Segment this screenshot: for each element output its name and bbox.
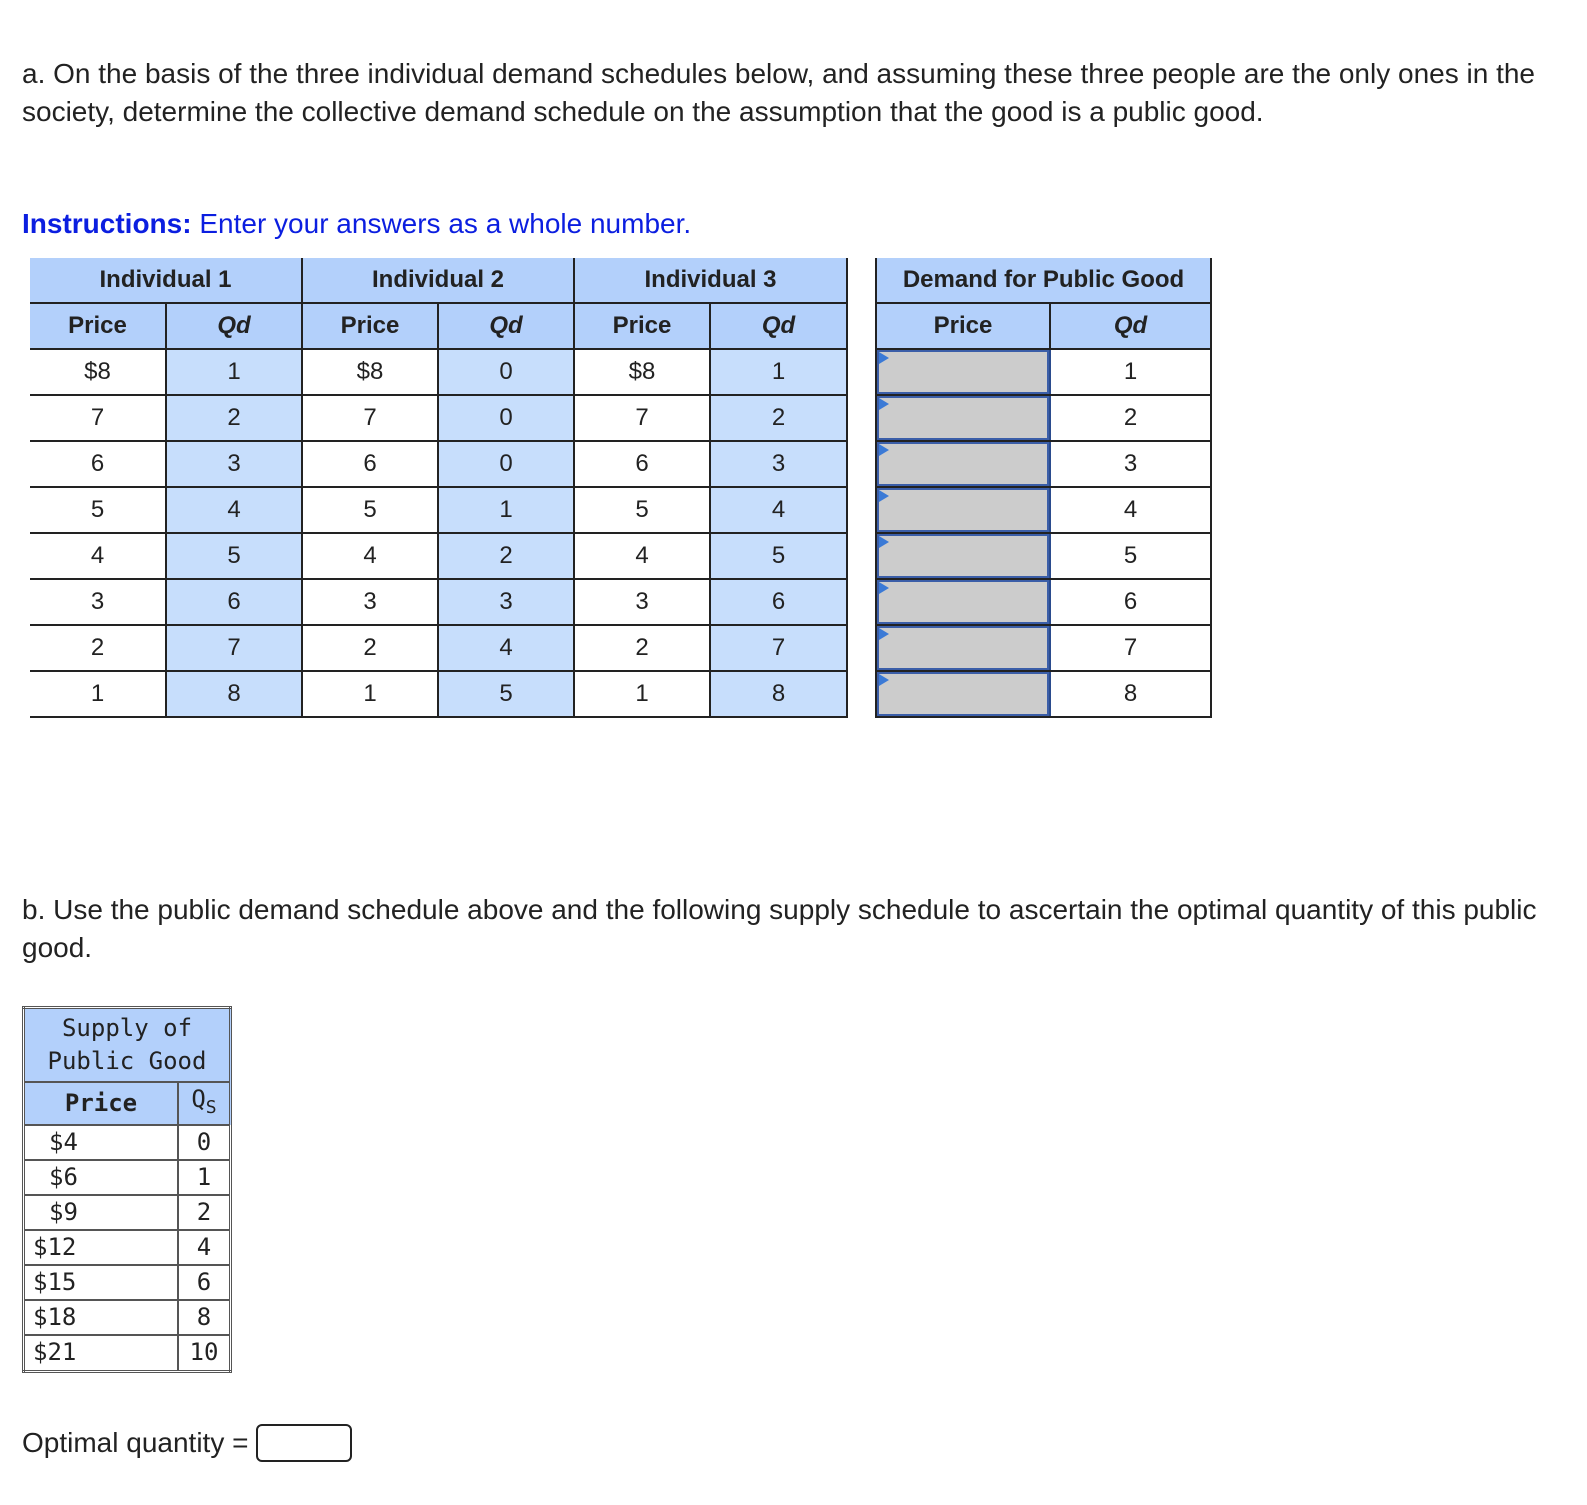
- qd-cell: 8: [166, 671, 302, 717]
- table-row: [30, 349, 847, 395]
- price-cell: 5: [302, 487, 438, 533]
- public-price-input-cell: [876, 487, 1050, 533]
- supply-price-header: Price: [24, 1082, 179, 1125]
- qd-cell: 7: [710, 625, 847, 671]
- public-qd-cell: 8: [1050, 671, 1211, 717]
- price-cell: 3: [302, 579, 438, 625]
- supply-qs-header: [178, 1082, 231, 1125]
- table-row: [876, 395, 1211, 441]
- public-price-input-cell: [876, 349, 1050, 395]
- qd-cell: 2: [166, 395, 302, 441]
- public-price-input[interactable]: [877, 626, 1049, 670]
- price-cell: 6: [574, 441, 710, 487]
- qd-header: Qd: [438, 303, 574, 349]
- public-demand-title: Demand for Public Good: [876, 258, 1211, 303]
- individual-3-header: Individual 3: [574, 258, 847, 303]
- public-price-input-cell: [876, 395, 1050, 441]
- public-price-input[interactable]: [877, 396, 1049, 440]
- qd-cell: 0: [438, 349, 574, 395]
- qd-cell: 4: [438, 625, 574, 671]
- individual-demand-table: [30, 258, 848, 718]
- instructions-label: Instructions:: [22, 208, 192, 239]
- instructions: [22, 205, 691, 243]
- qd-cell: 8: [710, 671, 847, 717]
- price-cell: 2: [574, 625, 710, 671]
- table-row: [24, 1160, 231, 1195]
- qd-cell: 1: [710, 349, 847, 395]
- public-price-input[interactable]: [877, 534, 1049, 578]
- supply-qs-cell: 2: [178, 1195, 231, 1230]
- table-row: [876, 579, 1211, 625]
- price-cell: 3: [30, 579, 166, 625]
- optimal-quantity-input[interactable]: [256, 1424, 352, 1462]
- qd-cell: 0: [438, 395, 574, 441]
- instructions-text: Enter your answers as a whole number.: [199, 208, 692, 239]
- table-row: [876, 671, 1211, 717]
- price-cell: 4: [302, 533, 438, 579]
- price-cell: 7: [30, 395, 166, 441]
- public-price-input-cell: [876, 625, 1050, 671]
- table-row: [24, 1335, 231, 1372]
- price-cell: 7: [302, 395, 438, 441]
- table-row: [876, 533, 1211, 579]
- table-row: [876, 349, 1211, 395]
- qd-cell: 5: [438, 671, 574, 717]
- price-cell: 5: [30, 487, 166, 533]
- supply-price-cell: $12: [24, 1230, 179, 1265]
- price-cell: 6: [302, 441, 438, 487]
- qd-cell: 4: [166, 487, 302, 533]
- price-cell: 2: [30, 625, 166, 671]
- public-qd-cell: 6: [1050, 579, 1211, 625]
- table-row: [30, 395, 847, 441]
- qd-cell: 6: [166, 579, 302, 625]
- table-row: [24, 1300, 231, 1335]
- question-b-text: b. Use the public demand schedule above and the following supply schedule to ascertain the optimal quantity of this public good.: [22, 894, 1537, 963]
- supply-qs-cell: 6: [178, 1265, 231, 1300]
- public-price-input[interactable]: [877, 488, 1049, 532]
- qd-cell: 5: [710, 533, 847, 579]
- qd-cell: 3: [710, 441, 847, 487]
- qd-cell: 3: [438, 579, 574, 625]
- price-header: Price: [574, 303, 710, 349]
- supply-qs-cell: 0: [178, 1125, 231, 1160]
- question-a-text: a. On the basis of the three individual demand schedules below, and assuming these three people are the only ones in the society, determine the collective demand schedule on the assumption that the good is a public good.: [22, 58, 1535, 127]
- supply-table: [22, 1006, 232, 1373]
- individual-2-header: Individual 2: [302, 258, 574, 303]
- optimal-quantity-label: Optimal quantity =: [22, 1427, 249, 1458]
- public-qd-cell: 4: [1050, 487, 1211, 533]
- price-cell: $8: [574, 349, 710, 395]
- table-row: [30, 625, 847, 671]
- price-cell: $8: [302, 349, 438, 395]
- table-row: [876, 441, 1211, 487]
- public-qd-cell: 3: [1050, 441, 1211, 487]
- qd-cell: 1: [166, 349, 302, 395]
- price-cell: $8: [30, 349, 166, 395]
- supply-qs-cell: 8: [178, 1300, 231, 1335]
- public-price-input[interactable]: [877, 350, 1049, 394]
- qd-cell: 4: [710, 487, 847, 533]
- table-row: [876, 487, 1211, 533]
- public-price-input[interactable]: [877, 580, 1049, 624]
- price-cell: 3: [574, 579, 710, 625]
- supply-title-line2: Public Good: [47, 1047, 207, 1075]
- qd-cell: 0: [438, 441, 574, 487]
- price-cell: 1: [302, 671, 438, 717]
- price-cell: 1: [574, 671, 710, 717]
- public-price-input-cell: [876, 671, 1050, 717]
- supply-price-cell: $18: [24, 1300, 179, 1335]
- public-demand-table: [875, 258, 1212, 718]
- public-price-input-cell: [876, 579, 1050, 625]
- qd-header: Qd: [166, 303, 302, 349]
- price-cell: 5: [574, 487, 710, 533]
- table-row: [876, 625, 1211, 671]
- supply-price-cell: $15: [24, 1265, 179, 1300]
- supply-title: [24, 1008, 231, 1083]
- qd-header: Qd: [710, 303, 847, 349]
- qd-cell: 5: [166, 533, 302, 579]
- public-qd-cell: 7: [1050, 625, 1211, 671]
- table-row: [30, 533, 847, 579]
- price-cell: 7: [574, 395, 710, 441]
- table-row: [24, 1125, 231, 1160]
- price-cell: 4: [574, 533, 710, 579]
- public-price-input-cell: [876, 533, 1050, 579]
- price-cell: 4: [30, 533, 166, 579]
- public-qd-cell: 1: [1050, 349, 1211, 395]
- qd-cell: 6: [710, 579, 847, 625]
- qd-cell: 3: [166, 441, 302, 487]
- optimal-quantity-row: [22, 1424, 352, 1462]
- table-row: [30, 671, 847, 717]
- table-row: [30, 441, 847, 487]
- supply-price-cell: $9: [24, 1195, 179, 1230]
- supply-qs-sub: S: [205, 1096, 217, 1118]
- supply-qs-cell: 4: [178, 1230, 231, 1265]
- qd-cell: 1: [438, 487, 574, 533]
- supply-price-cell: $6: [24, 1160, 179, 1195]
- supply-price-cell: $21: [24, 1335, 179, 1372]
- supply-price-cell: $4: [24, 1125, 179, 1160]
- price-cell: 1: [30, 671, 166, 717]
- individual-1-header: Individual 1: [30, 258, 302, 303]
- public-price-header: Price: [876, 303, 1050, 349]
- public-price-input[interactable]: [877, 442, 1049, 486]
- public-qd-header: Qd: [1050, 303, 1211, 349]
- qd-cell: 7: [166, 625, 302, 671]
- supply-qs-letter: Q: [191, 1085, 206, 1113]
- table-row: [24, 1230, 231, 1265]
- supply-qs-cell: 1: [178, 1160, 231, 1195]
- supply-qs-cell: 10: [178, 1335, 231, 1372]
- public-price-input[interactable]: [877, 672, 1049, 716]
- supply-title-line1: Supply of: [61, 1014, 193, 1042]
- price-cell: 6: [30, 441, 166, 487]
- table-row: [24, 1265, 231, 1300]
- table-row: [24, 1195, 231, 1230]
- table-row: [30, 579, 847, 625]
- price-header: Price: [302, 303, 438, 349]
- public-price-input-cell: [876, 441, 1050, 487]
- public-qd-cell: 5: [1050, 533, 1211, 579]
- qd-cell: 2: [710, 395, 847, 441]
- price-cell: 2: [302, 625, 438, 671]
- qd-cell: 2: [438, 533, 574, 579]
- price-header: Price: [30, 303, 166, 349]
- table-row: [30, 487, 847, 533]
- public-qd-cell: 2: [1050, 395, 1211, 441]
